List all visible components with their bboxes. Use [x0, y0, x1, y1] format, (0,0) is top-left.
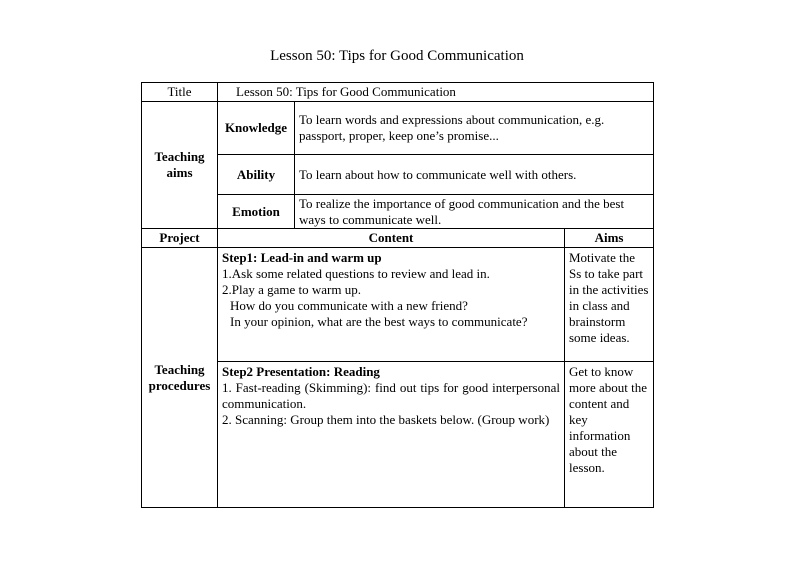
step1-line1: 1.Ask some related questions to review and lead in. — [222, 266, 490, 281]
title-value: Lesson 50: Tips for Good Communication — [218, 83, 654, 102]
teaching-procedures-label-line2: procedures — [148, 377, 211, 393]
title-label: Title — [142, 83, 218, 102]
aims-row-emotion — [142, 195, 654, 229]
aims-row-ability — [142, 155, 654, 195]
page-title: Lesson 50: Tips for Good Communication — [270, 48, 524, 64]
knowledge-label: Knowledge — [218, 102, 295, 155]
knowledge-text: To learn words and expressions about communication, e.g. passport, proper, keep one’s promise... — [295, 102, 654, 155]
teaching-procedures-label-line1: Teaching — [154, 361, 205, 377]
step1-row — [142, 248, 654, 362]
aims-row-knowledge — [142, 102, 654, 155]
step2-content — [218, 362, 565, 508]
step2-title: Step2 Presentation: Reading — [222, 364, 380, 379]
step1-line4: In your opinion, what are the best ways to communicate? — [230, 314, 528, 329]
project-header: Project — [142, 229, 218, 248]
ability-text: To learn about how to communicate well with others. — [295, 155, 654, 195]
teaching-aims-label-line2: aims — [166, 165, 193, 180]
step2-aims: Get to know more about the content and key information about the lesson. — [565, 362, 654, 508]
teaching-procedures-label — [142, 248, 218, 508]
lesson-plan-table — [141, 82, 654, 508]
procedure-header-row — [142, 229, 654, 248]
step1-title: Step1: Lead-in and warm up — [222, 250, 382, 265]
teaching-aims-label-line1: Teaching — [154, 149, 205, 164]
teaching-aims-label — [142, 102, 218, 229]
step2-line1: 1. Fast-reading (Skimming): find out tips for good interpersonal communication. — [222, 380, 560, 411]
step1-content — [218, 248, 565, 362]
aims-header: Aims — [565, 229, 654, 248]
title-row — [142, 83, 654, 102]
ability-label: Ability — [218, 155, 295, 195]
emotion-text: To realize the importance of good communication and the best ways to communicate well. — [295, 195, 654, 229]
step1-aims: Motivate the Ss to take part in the activities in class and brainstorm some ideas. — [565, 248, 654, 362]
step1-line2: 2.Play a game to warm up. — [222, 282, 361, 297]
content-header: Content — [218, 229, 565, 248]
step2-row — [142, 362, 654, 508]
step1-line3: How do you communicate with a new friend? — [230, 298, 468, 313]
step2-line2: 2. Scanning: Group them into the baskets below. (Group work) — [222, 412, 550, 427]
emotion-label: Emotion — [218, 195, 295, 229]
